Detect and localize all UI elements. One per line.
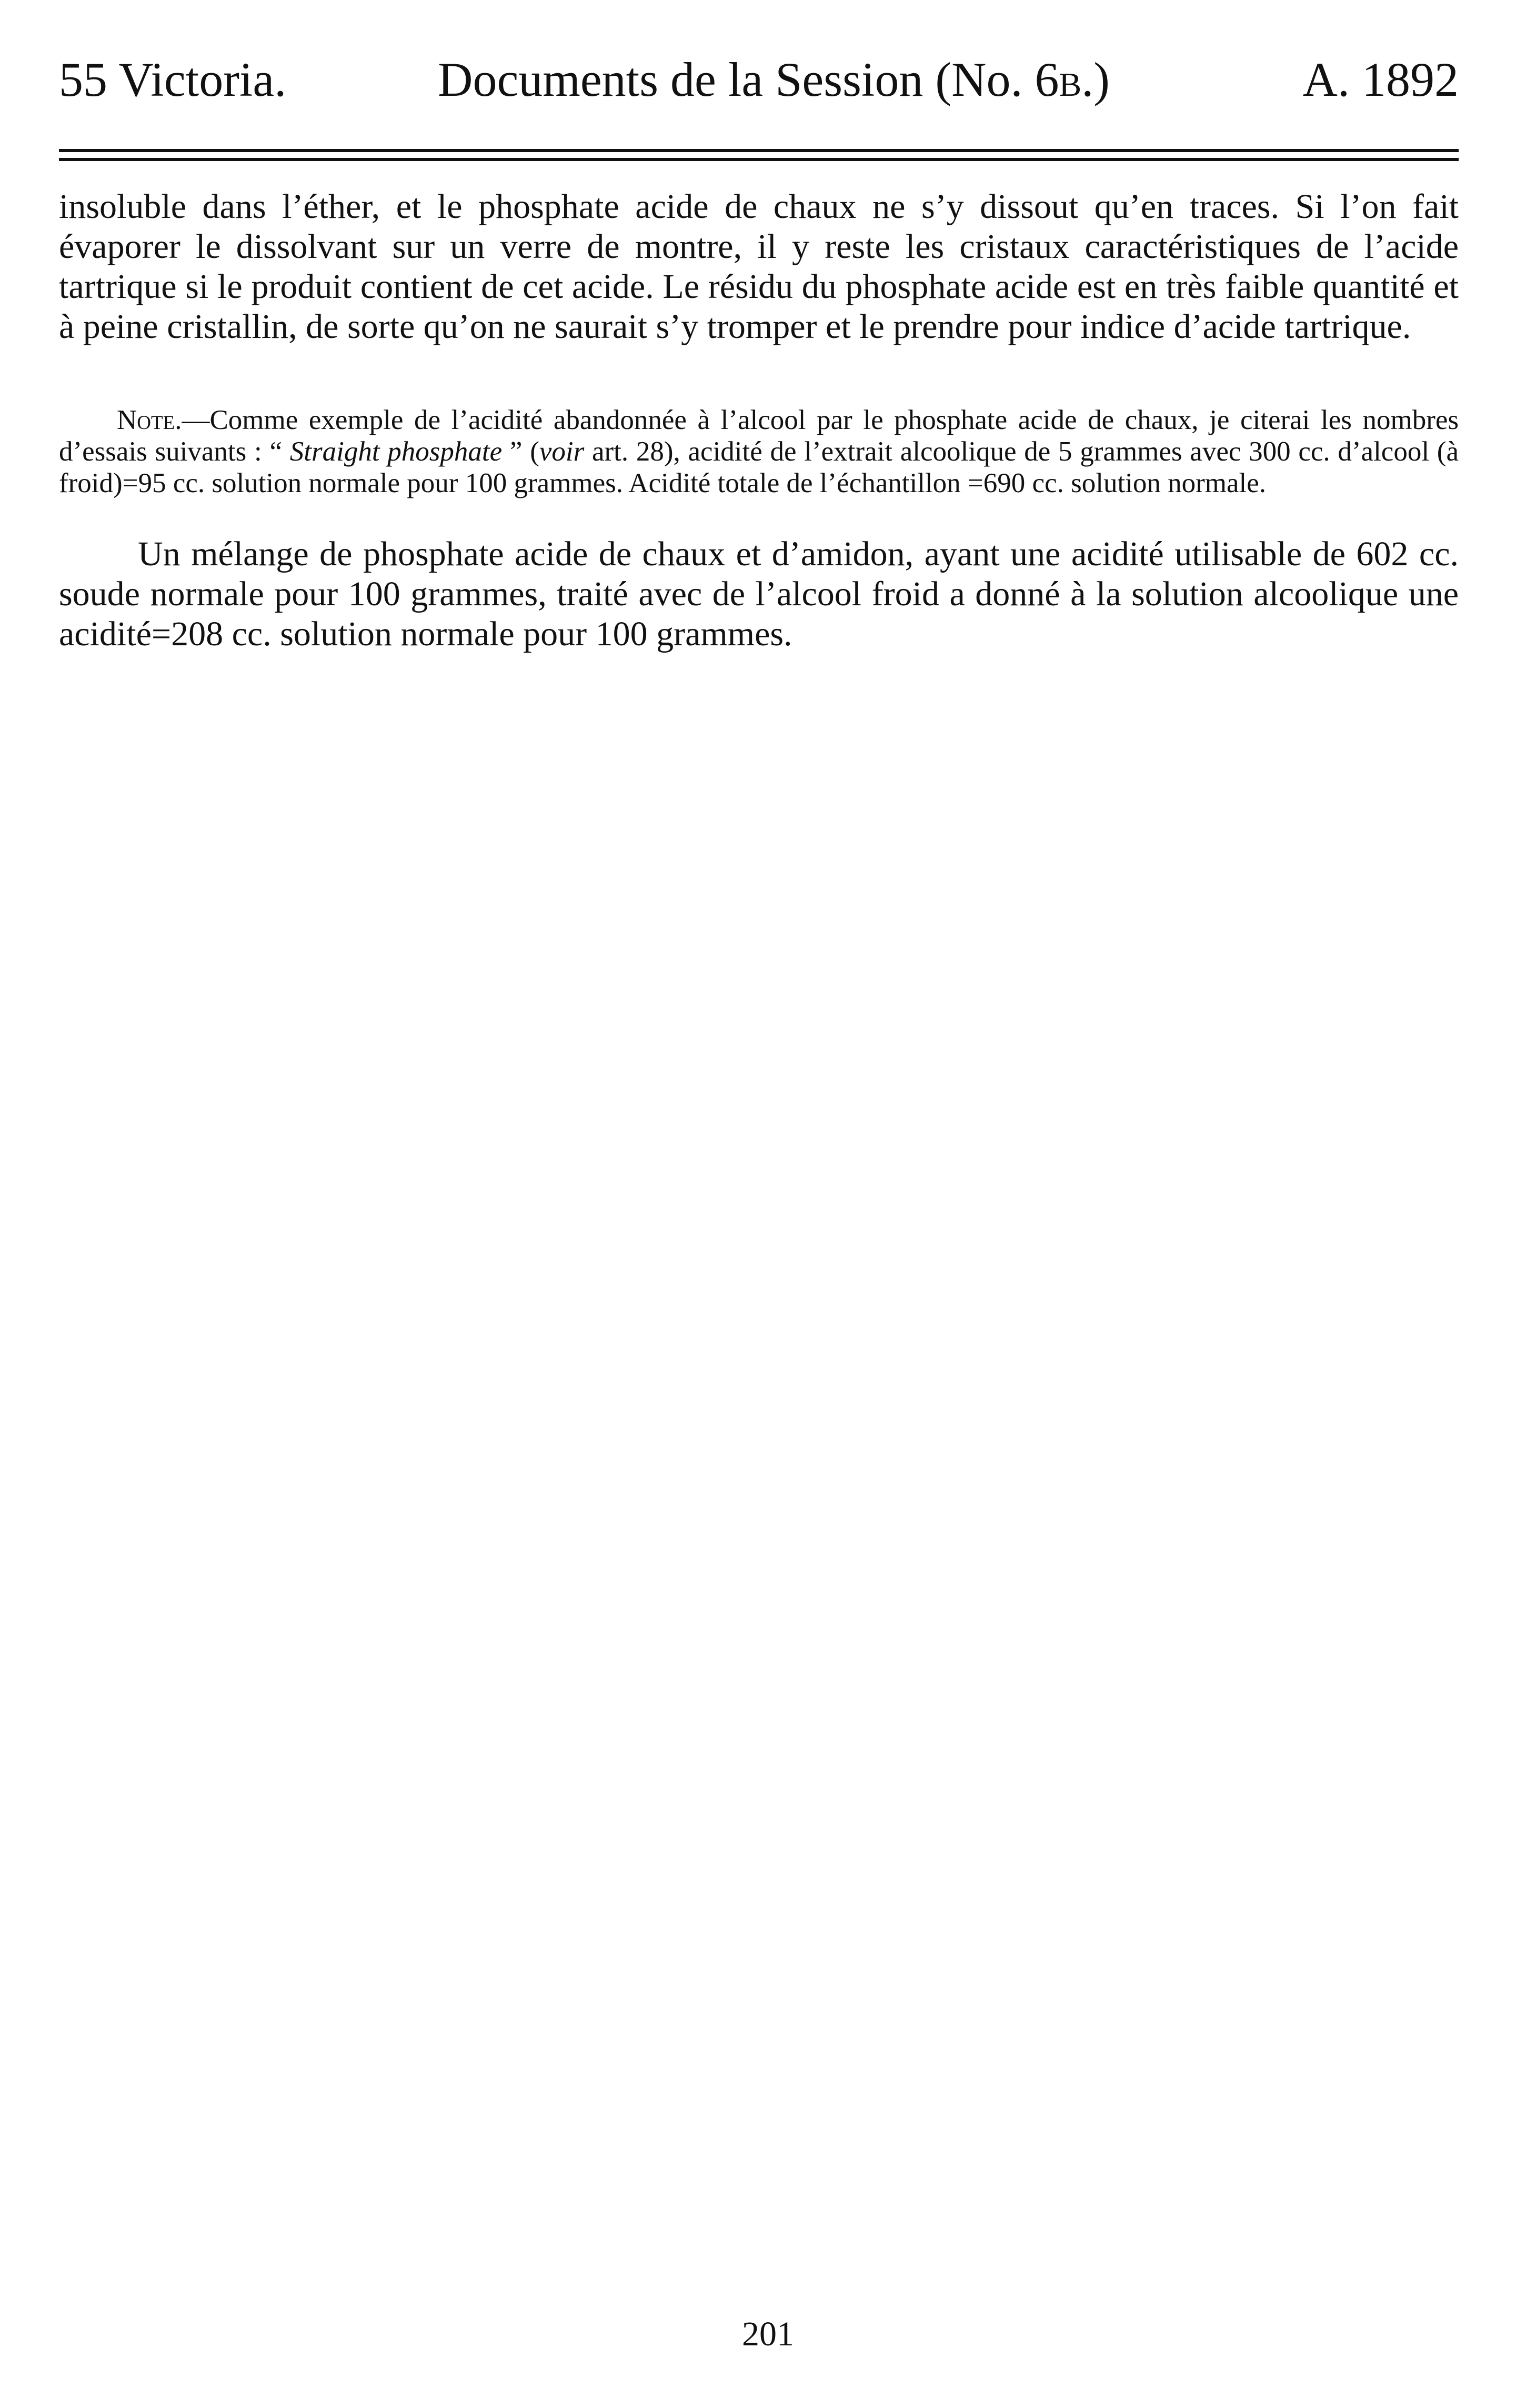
note-italic-1: Straight phosphate <box>289 436 503 467</box>
body-paragraph-1: insoluble dans l’éther, et le phosphate acide de chaux ne s’y dissout qu’en traces. Si l’on fait évaporer le dissolvant sur un verre de montre, il y reste les cristaux caractéristiques de l’acide tartrique si le produit contient de cet acide. Le résidu du phosphate acide est en très faible quantité et à peine cristallin, de sorte qu’on ne saurait s’y tromper et le prendre pour indice d’acide tartrique. <box>59 187 1459 346</box>
note-text-3: art. 28), acidité de l’extrait alcoolique de 5 grammes avec 300 cc. d’alcool (à froid)=95 cc. solution normale pour 100 grammes. Acidité totale de l’échantillon =690 cc. solution normale. <box>59 436 1459 498</box>
note-text-2: ” ( <box>502 436 539 467</box>
note-italic-2: voir <box>539 436 585 467</box>
page-number: 201 <box>742 2315 794 2353</box>
body-paragraph-2: Un mélange de phosphate acide de chaux et d’amidon, ayant une acidité utilisable de 602 cc. soude normale pour 100 grammes, traité avec de l’alcool froid a donné à la solution alcoolique une acidité=208 cc. solution normale pour 100 grammes. <box>59 535 1459 653</box>
running-header <box>59 51 1459 108</box>
note-label: Note. <box>117 405 182 435</box>
note-text-1: —Comme exemple de l’acidité abandonnée à l’alcool par le phosphate acide de chaux, je citerai les nombres d’essais suivants : “ <box>59 405 1459 467</box>
header-title-prefix: Documents de la Session (No. 6 <box>438 53 1059 106</box>
header-title-smallcaps: b. <box>1059 53 1094 106</box>
header-rule-top <box>59 149 1459 152</box>
header-rule-bottom <box>59 158 1459 161</box>
header-title <box>438 51 1110 108</box>
footnote <box>59 404 1459 499</box>
header-year: A. 1892 <box>1302 53 1459 106</box>
header-title-suffix: ) <box>1093 53 1110 106</box>
header-volume: 55 Victoria. <box>59 53 287 106</box>
